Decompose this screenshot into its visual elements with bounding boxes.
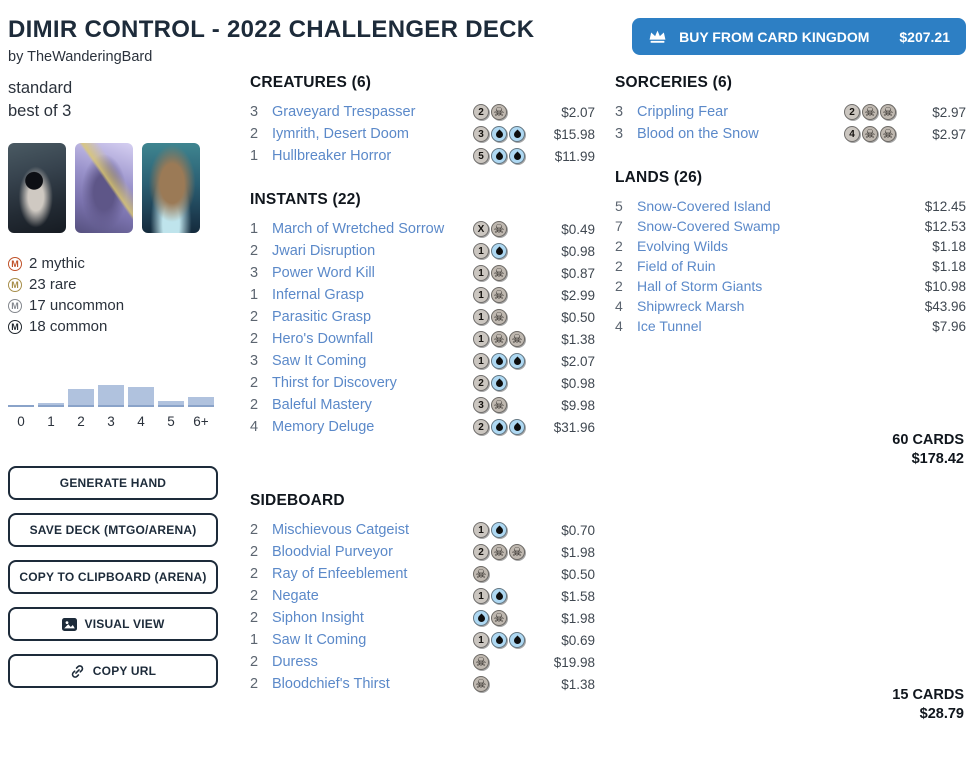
black-mana-icon: ☠: [491, 265, 507, 281]
card-quantity: 4: [615, 298, 623, 314]
black-mana-icon: ☠: [473, 676, 489, 692]
deck-title: DIMIR CONTROL - 2022 CHALLENGER DECK: [8, 16, 535, 43]
water-drop-icon: [512, 130, 522, 140]
generic-mana-icon: 1: [473, 632, 489, 648]
card-price: $12.53: [924, 218, 966, 234]
card-name-link[interactable]: Hall of Storm Giants: [637, 278, 763, 294]
card-row: [250, 306, 595, 328]
right-column: [615, 71, 966, 731]
mana-cost: [473, 588, 543, 604]
maindeck-price: $178.42: [911, 451, 964, 467]
card-row: [250, 350, 595, 372]
card-quantity: 2: [250, 331, 259, 347]
card-quantity: 2: [615, 278, 623, 294]
mana-cost: [473, 375, 543, 391]
rarity-row-mythic: [8, 253, 250, 274]
card-quantity: 2: [250, 566, 259, 582]
card-row: [250, 416, 595, 438]
card-quantity: 2: [250, 610, 259, 626]
card-name-link[interactable]: Jwari Disruption: [272, 243, 376, 259]
sideboard-card-count: 15 CARDS: [892, 687, 964, 703]
water-drop-icon: [494, 247, 504, 257]
card-quantity: 3: [615, 104, 624, 120]
card-row: [250, 607, 595, 629]
blue-mana-icon: [491, 375, 507, 391]
card-row: [615, 196, 966, 216]
card-name-link[interactable]: Snow-Covered Island: [637, 198, 771, 214]
card-row: [250, 563, 595, 585]
card-quantity: 4: [615, 318, 623, 334]
card-quantity: 2: [615, 258, 623, 274]
water-drop-icon: [494, 526, 504, 536]
card-row: [615, 276, 966, 296]
card-quantity: 2: [250, 375, 259, 391]
card-price: $1.58: [561, 588, 595, 604]
generic-mana-icon: 1: [473, 588, 489, 604]
generate-hand-button[interactable]: [8, 466, 218, 500]
card-row: [615, 216, 966, 236]
card-price: $0.50: [561, 309, 595, 325]
card-quantity: 2: [250, 309, 259, 325]
card-name-link[interactable]: Mischievous Catgeist: [272, 522, 409, 538]
water-drop-icon: [512, 423, 522, 433]
card-quantity: 1: [250, 632, 259, 648]
maindeck-card-count: 60 CARDS: [892, 432, 964, 448]
sideboard-total: [892, 686, 964, 724]
card-quantity: 2: [250, 243, 259, 259]
card-price: $0.98: [561, 243, 595, 259]
black-mana-icon: ☠: [491, 397, 507, 413]
blue-mana-icon: [509, 419, 525, 435]
card-name-link[interactable]: Evolving Wilds: [637, 238, 729, 254]
card-name-link[interactable]: Blood on the Snow: [637, 126, 759, 142]
card-price: $0.98: [561, 375, 595, 391]
copy-url-button[interactable]: [8, 654, 218, 688]
blue-mana-icon: [491, 588, 507, 604]
generic-mana-icon: 1: [473, 243, 489, 259]
rarity-label: 18 common: [29, 318, 108, 335]
blue-mana-icon: [491, 126, 507, 142]
save-deck-button[interactable]: [8, 513, 218, 547]
mana-cost: [473, 309, 543, 325]
card-price: $11.99: [554, 148, 595, 164]
card-row: [250, 541, 595, 563]
rarity-label: 17 uncommon: [29, 297, 125, 314]
black-mana-icon: ☠: [880, 104, 896, 120]
card-row: [615, 296, 966, 316]
blue-mana-icon: [509, 148, 525, 164]
generic-mana-icon: 2: [473, 419, 489, 435]
mana-curve-tick-label: 3: [107, 414, 115, 429]
card-row: [250, 328, 595, 350]
card-price: $19.98: [553, 654, 595, 670]
card-row: [615, 101, 966, 123]
mana-cost: [473, 265, 543, 281]
black-mana-icon: ☠: [473, 654, 489, 670]
title-block: [8, 16, 534, 65]
card-quantity: 3: [250, 353, 259, 369]
rarity-row-common: [8, 316, 250, 337]
section-title-instants: INSTANTS (22): [250, 191, 361, 208]
card-preview-row: [8, 143, 250, 233]
mana-cost: [473, 243, 543, 259]
blue-mana-icon: [473, 610, 489, 626]
instants-rows: [250, 218, 595, 438]
image-icon: [62, 618, 77, 631]
black-mana-icon: ☠: [491, 221, 507, 237]
mana-curve-bar-3: [98, 385, 124, 407]
water-drop-icon: [494, 379, 504, 389]
common-rarity-icon: M: [8, 320, 22, 334]
buy-button-price: $207.21: [899, 28, 950, 45]
section-creatures: [250, 74, 595, 167]
card-price: $0.70: [561, 522, 595, 538]
card-price: $0.69: [561, 632, 595, 648]
button-label: GENERATE HAND: [59, 476, 167, 490]
card-row: [250, 651, 595, 673]
card-price: $0.87: [561, 265, 595, 281]
deck-action-buttons: [8, 466, 218, 688]
mana-cost: [473, 676, 543, 692]
black-mana-icon: ☠: [509, 544, 525, 560]
card-name-link[interactable]: Shipwreck Marsh: [637, 298, 745, 314]
middle-column: [250, 71, 595, 731]
card-quantity: 2: [250, 397, 259, 413]
generic-mana-icon: 2: [844, 104, 860, 120]
card-price: $2.07: [561, 104, 595, 120]
generic-mana-icon: 1: [473, 265, 489, 281]
card-price: $1.38: [561, 676, 595, 692]
card-quantity: 2: [250, 654, 259, 670]
card-row: [250, 101, 595, 123]
blue-mana-icon: [491, 522, 507, 538]
left-sidebar: [8, 71, 250, 731]
water-drop-icon: [494, 592, 504, 602]
mana-cost: [473, 104, 543, 120]
button-label: COPY TO CLIPBOARD (ARENA): [19, 570, 207, 584]
card-name-link[interactable]: Parasitic Grasp: [272, 309, 372, 325]
black-mana-icon: ☠: [509, 331, 525, 347]
card-row: [250, 372, 595, 394]
card-quantity: 4: [250, 419, 259, 435]
card-price: $12.45: [924, 198, 966, 214]
card-quantity: 3: [615, 126, 624, 142]
card-quantity: 5: [615, 198, 623, 214]
mana-curve-chart: [8, 383, 214, 429]
card-price: $31.96: [553, 419, 595, 435]
generic-mana-icon: 2: [473, 544, 489, 560]
card-row: [250, 585, 595, 607]
card-name-link[interactable]: Iymrith, Desert Doom: [272, 126, 409, 142]
generic-mana-icon: 1: [473, 522, 489, 538]
card-price: $9.98: [561, 397, 595, 413]
card-price: $1.18: [932, 258, 966, 274]
section-title-creatures: CREATURES (6): [250, 74, 372, 91]
mana-curve-tick-label: 6+: [193, 414, 209, 429]
water-drop-icon: [494, 423, 504, 433]
blue-mana-icon: [491, 243, 507, 259]
card-quantity: 3: [250, 104, 259, 120]
link-icon: [70, 664, 85, 679]
buy-button-label: BUY FROM CARD KINGDOM: [679, 28, 870, 45]
card-name-link[interactable]: Bloodchief's Thirst: [272, 676, 390, 692]
section-sorceries: [615, 74, 966, 145]
card-name-link[interactable]: Field of Ruin: [637, 258, 716, 274]
format-block: [8, 77, 250, 123]
black-mana-icon: ☠: [491, 309, 507, 325]
mana-cost: [473, 353, 543, 369]
card-name-link[interactable]: Ray of Enfeeblement: [272, 566, 408, 582]
mana-curve-tick-label: 2: [77, 414, 85, 429]
mana-curve-tick-label: 0: [17, 414, 25, 429]
blue-mana-icon: [491, 148, 507, 164]
card-price: $1.38: [561, 331, 595, 347]
mana-cost: [473, 654, 543, 670]
rare-rarity-icon: M: [8, 278, 22, 292]
blue-mana-icon: [491, 353, 507, 369]
mana-cost: [473, 126, 543, 142]
water-drop-icon: [476, 614, 486, 624]
card-price: $0.50: [561, 566, 595, 582]
card-price: $0.49: [561, 221, 595, 237]
generic-mana-icon: 3: [473, 397, 489, 413]
card-row: [615, 256, 966, 276]
generic-mana-icon: 4: [844, 126, 860, 142]
card-name-link[interactable]: Memory Deluge: [272, 419, 375, 435]
card-name-link[interactable]: Siphon Insight: [272, 610, 364, 626]
card-name-link[interactable]: Saw It Coming: [272, 353, 367, 369]
mana-cost: [473, 419, 543, 435]
blue-mana-icon: [509, 353, 525, 369]
card-name-link[interactable]: Ice Tunnel: [637, 318, 702, 334]
water-drop-icon: [512, 357, 522, 367]
black-mana-icon: ☠: [491, 610, 507, 626]
rarity-breakdown: [8, 253, 250, 337]
card-price: $1.18: [932, 238, 966, 254]
card-price: $7.96: [932, 318, 966, 334]
rarity-row-rare: [8, 274, 250, 295]
card-row: [250, 284, 595, 306]
mana-cost: [473, 566, 543, 582]
card-name-link[interactable]: Crippling Fear: [637, 104, 729, 120]
card-quantity: 2: [250, 522, 259, 538]
copy-to-clipboard-button[interactable]: [8, 560, 218, 594]
mana-cost: [844, 126, 914, 142]
section-title-sorceries: SORCERIES (6): [615, 74, 733, 91]
deck-author: by TheWanderingBard: [8, 49, 153, 65]
black-mana-icon: ☠: [491, 104, 507, 120]
card-name-link[interactable]: Saw It Coming: [272, 632, 367, 648]
mana-cost: [473, 287, 543, 303]
main-content: [0, 71, 972, 731]
card-name-link[interactable]: Hero's Downfall: [272, 331, 374, 347]
card-name-link[interactable]: Infernal Grasp: [272, 287, 364, 303]
mana-cost: [844, 104, 914, 120]
generic-mana-icon: 2: [473, 104, 489, 120]
water-drop-icon: [512, 152, 522, 162]
mana-cost: [473, 221, 543, 237]
card-name-link[interactable]: Negate: [272, 588, 319, 604]
blue-mana-icon: [509, 126, 525, 142]
mana-cost: [473, 632, 543, 648]
generic-mana-icon: 1: [473, 309, 489, 325]
card-art-thumbnail-iymrith-desert-doom[interactable]: [75, 143, 133, 233]
black-mana-icon: ☠: [880, 126, 896, 142]
black-mana-icon: ☠: [862, 126, 878, 142]
card-name-link[interactable]: Baleful Mastery: [272, 397, 372, 413]
card-row: [250, 218, 595, 240]
format-label: standard: [8, 79, 73, 97]
card-row: [250, 240, 595, 262]
card-row: [250, 629, 595, 651]
card-quantity: 1: [250, 148, 259, 164]
card-row: [615, 316, 966, 336]
card-price: $43.96: [924, 298, 966, 314]
mana-curve-bar-1: [38, 403, 64, 407]
mana-cost: [473, 544, 543, 560]
card-quantity: 2: [615, 238, 623, 254]
crown-icon: [648, 29, 667, 44]
best-of-label: best of 3: [8, 102, 72, 120]
mana-curve-bar-2: [68, 389, 94, 407]
sideboard-rows: [250, 519, 595, 695]
mana-cost: [473, 610, 543, 626]
card-quantity: 2: [250, 126, 259, 142]
card-quantity: 2: [250, 588, 259, 604]
generic-mana-icon: 2: [473, 375, 489, 391]
black-mana-icon: ☠: [862, 104, 878, 120]
card-price: $2.99: [561, 287, 595, 303]
rarity-label: 23 rare: [29, 276, 77, 293]
mana-cost: [473, 148, 543, 164]
card-quantity: 2: [250, 544, 259, 560]
card-row: [250, 123, 595, 145]
card-price: $1.98: [561, 544, 595, 560]
rarity-row-uncommon: [8, 295, 250, 316]
section-title-sideboard: SIDEBOARD: [250, 492, 345, 509]
section-sideboard: [250, 492, 595, 695]
card-name-link[interactable]: Graveyard Trespasser: [272, 104, 416, 120]
generic-mana-icon: 1: [473, 331, 489, 347]
x-mana-icon: X: [473, 221, 489, 237]
card-quantity: 2: [250, 676, 259, 692]
black-mana-icon: ☠: [473, 566, 489, 582]
generic-mana-icon: 1: [473, 287, 489, 303]
mythic-rarity-icon: M: [8, 257, 22, 271]
water-drop-icon: [494, 130, 504, 140]
blue-mana-icon: [491, 632, 507, 648]
card-price: $2.97: [932, 104, 966, 120]
sorceries-rows: [615, 101, 966, 145]
water-drop-icon: [494, 357, 504, 367]
black-mana-icon: ☠: [491, 331, 507, 347]
blue-mana-icon: [509, 632, 525, 648]
mana-curve-bar-0: [8, 405, 34, 407]
card-name-link[interactable]: Bloodvial Purveyor: [272, 544, 393, 560]
generic-mana-icon: 5: [473, 148, 489, 164]
mana-curve-labels: [8, 414, 214, 429]
water-drop-icon: [494, 152, 504, 162]
mana-curve-bar-6+: [188, 397, 214, 407]
section-lands: [615, 169, 966, 336]
black-mana-icon: ☠: [491, 544, 507, 560]
card-quantity: 1: [250, 287, 259, 303]
water-drop-icon: [494, 636, 504, 646]
maindeck-total: [892, 431, 964, 469]
card-row: [615, 123, 966, 145]
generic-mana-icon: 1: [473, 353, 489, 369]
mana-curve-tick-label: 5: [167, 414, 175, 429]
section-title-lands: LANDS (26): [615, 169, 703, 186]
button-label: SAVE DECK (MTGO/ARENA): [29, 523, 197, 537]
card-row: [250, 673, 595, 695]
card-price: $15.98: [553, 126, 595, 142]
card-quantity: 7: [615, 218, 623, 234]
card-row: [250, 519, 595, 541]
uncommon-rarity-icon: M: [8, 299, 22, 313]
card-quantity: 3: [250, 265, 259, 281]
card-name-link[interactable]: March of Wretched Sorrow: [272, 221, 445, 237]
button-label: VISUAL VIEW: [84, 617, 165, 631]
sideboard-price: $28.79: [919, 706, 964, 722]
generic-mana-icon: 3: [473, 126, 489, 142]
card-name-link[interactable]: Hullbreaker Horror: [272, 148, 392, 164]
mana-curve-tick-label: 1: [47, 414, 55, 429]
lands-rows: [615, 196, 966, 336]
card-name-link[interactable]: Power Word Kill: [272, 265, 375, 281]
card-row: [250, 145, 595, 167]
page-header: [0, 0, 972, 65]
card-name-link[interactable]: Snow-Covered Swamp: [637, 218, 781, 234]
card-name-link[interactable]: Thirst for Discovery: [272, 375, 397, 391]
creatures-rows: [250, 101, 595, 167]
card-price: $10.98: [924, 278, 966, 294]
card-price: $2.97: [932, 126, 966, 142]
card-art-thumbnail-graveyard-trespasser[interactable]: [8, 143, 66, 233]
section-instants: [250, 191, 595, 438]
rarity-label: 2 mythic: [29, 255, 85, 272]
button-label: COPY URL: [92, 664, 157, 678]
mana-curve-bar-4: [128, 387, 154, 407]
mana-cost: [473, 522, 543, 538]
card-art-thumbnail-hullbreaker-horror[interactable]: [142, 143, 200, 233]
mana-curve-bar-5: [158, 401, 184, 407]
blue-mana-icon: [491, 419, 507, 435]
black-mana-icon: ☠: [491, 287, 507, 303]
card-row: [250, 394, 595, 416]
water-drop-icon: [512, 636, 522, 646]
card-quantity: 1: [250, 221, 259, 237]
card-row: [250, 262, 595, 284]
mana-curve-tick-label: 4: [137, 414, 145, 429]
mana-cost: [473, 397, 543, 413]
card-price: $1.98: [561, 610, 595, 626]
mana-curve-bars: [8, 383, 214, 407]
visual-view-button[interactable]: [8, 607, 218, 641]
card-price: $2.07: [561, 353, 595, 369]
mana-cost: [473, 331, 543, 347]
buy-from-card-kingdom-button[interactable]: [632, 18, 966, 55]
card-row: [615, 236, 966, 256]
card-name-link[interactable]: Duress: [272, 654, 318, 670]
